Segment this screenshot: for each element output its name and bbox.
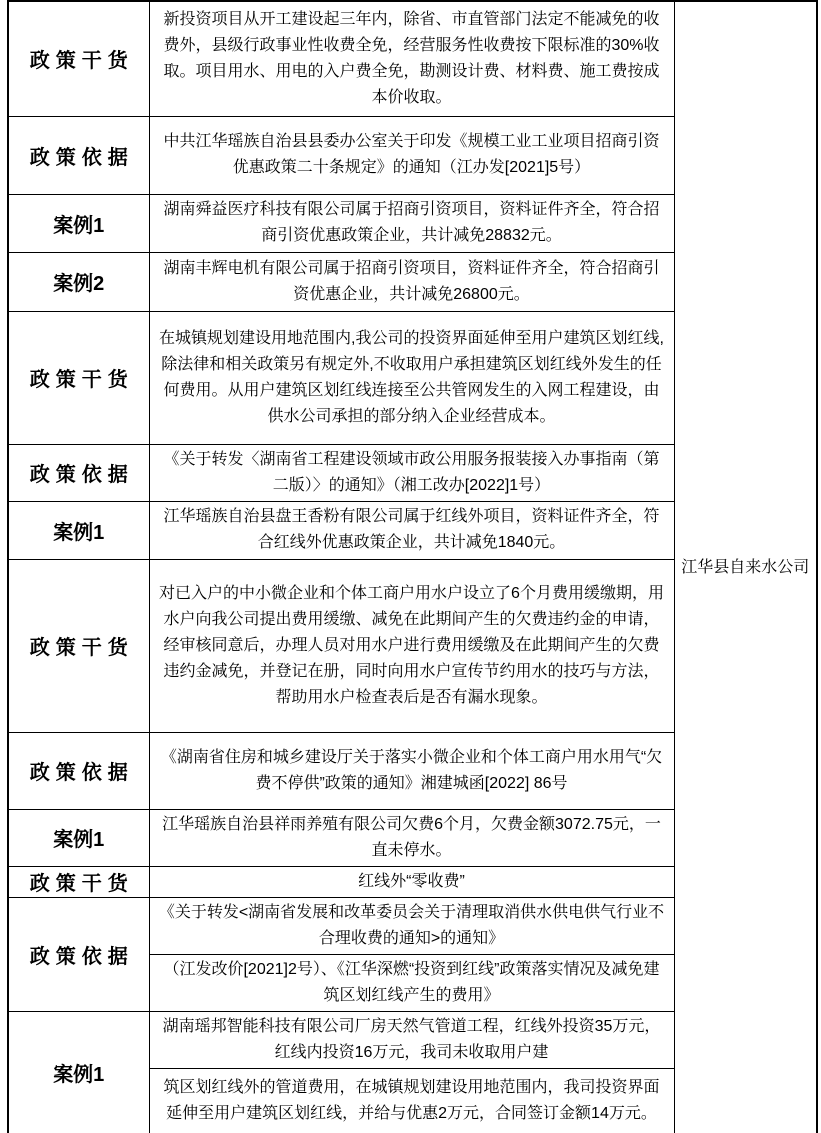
row-label: 案例1 <box>8 809 149 866</box>
row-content: 《湖南省住房和城乡建设厅关于落实小微企业和个体工商户用水用气“欠费不停供”政策的通知》湘建城函[2022] 86号 <box>149 732 674 809</box>
row-label: 案例1 <box>8 1011 149 1133</box>
row-label: 案例2 <box>8 252 149 311</box>
table-row <box>8 1 817 116</box>
row-content: 筑区划红线外的管道费用，在城镇规划建设用地范围内，我司投资界面延伸至用户建筑区划红线，并给与优惠2万元，合同签订金额14万元。 <box>149 1068 674 1133</box>
row-content: 红线外“零收费” <box>149 866 674 897</box>
row-label: 政策干货 <box>8 311 149 444</box>
row-content: 湖南瑶邦智能科技有限公司厂房天然气管道工程，红线外投资35万元，红线内投资16万元，我司未收取用户建 <box>149 1011 674 1068</box>
row-content: 江华瑶族自治县盘王香粉有限公司属于红线外项目，资料证件齐全，符合红线外优惠政策企业，共计减免1840元。 <box>149 501 674 559</box>
row-label: 政策干货 <box>8 559 149 732</box>
row-label: 政策干货 <box>8 1 149 116</box>
row-content: 在城镇规划建设用地范围内,我公司的投资界面延伸至用户建筑区划红线,除法律和相关政策另有规定外,不收取用户承担建筑区划红线外发生的任何费用。从用户建筑区划红线连接至公共管网发生的入网工程建设，由供水公司承担的部分纳入企业经营成本。 <box>149 311 674 444</box>
row-content: 中共江华瑶族自治县县委办公室关于印发《规模工业工业项目招商引资优惠政策二十条规定》的通知（江办发[2021]5号） <box>149 116 674 194</box>
row-label: 政策依据 <box>8 444 149 501</box>
row-content: 《关于转发<湖南省发展和改革委员会关于清理取消供水供电供气行业不合理收费的通知>的通知》 <box>149 897 674 954</box>
row-content: 《关于转发〈湖南省工程建设领域市政公用服务报装接入办事指南（第二版）〉的通知》（湘工改办[2022]1号） <box>149 444 674 501</box>
row-content: 对已入户的中小微企业和个体工商户用水户设立了6个月费用缓缴期，用水户向我公司提出费用缓缴、减免在此期间产生的欠费违约金的申请，经审核同意后，办理人员对用水户进行费用缓缴及在此期间产生的欠费违约金减免，并登记在册，同时向用水户宣传节约用水的技巧与方法，帮助用水户检查表后是否有漏水现象。 <box>149 559 674 732</box>
row-label: 政策干货 <box>8 866 149 897</box>
row-label: 案例1 <box>8 194 149 252</box>
row-label: 案例1 <box>8 501 149 559</box>
row-label: 政策依据 <box>8 116 149 194</box>
policy-table <box>7 0 818 1133</box>
row-content: 新投资项目从开工建设起三年内，除省、市直管部门法定不能减免的收费外，县级行政事业性收费全免，经营服务性收费按下限标准的30%收取。项目用水、用电的入户费全免，勘测设计费、材料费、施工费按成本价收取。 <box>149 1 674 116</box>
row-content: 江华瑶族自治县祥雨养殖有限公司欠费6个月，欠费金额3072.75元，一直未停水。 <box>149 809 674 866</box>
row-content: （江发改价[2021]2号）、《江华深燃“投资到红线”政策落实情况及减免建筑区划红线产生的费用》 <box>149 954 674 1011</box>
company-name-cell: 江华县自来水公司 <box>674 1 817 1133</box>
row-content: 湖南丰辉电机有限公司属于招商引资项目，资料证件齐全，符合招商引资优惠企业，共计减免26800元。 <box>149 252 674 311</box>
row-label: 政策依据 <box>8 897 149 1011</box>
row-content: 湖南舜益医疗科技有限公司属于招商引资项目，资料证件齐全，符合招商引资优惠政策企业，共计减免28832元。 <box>149 194 674 252</box>
row-label: 政策依据 <box>8 732 149 809</box>
